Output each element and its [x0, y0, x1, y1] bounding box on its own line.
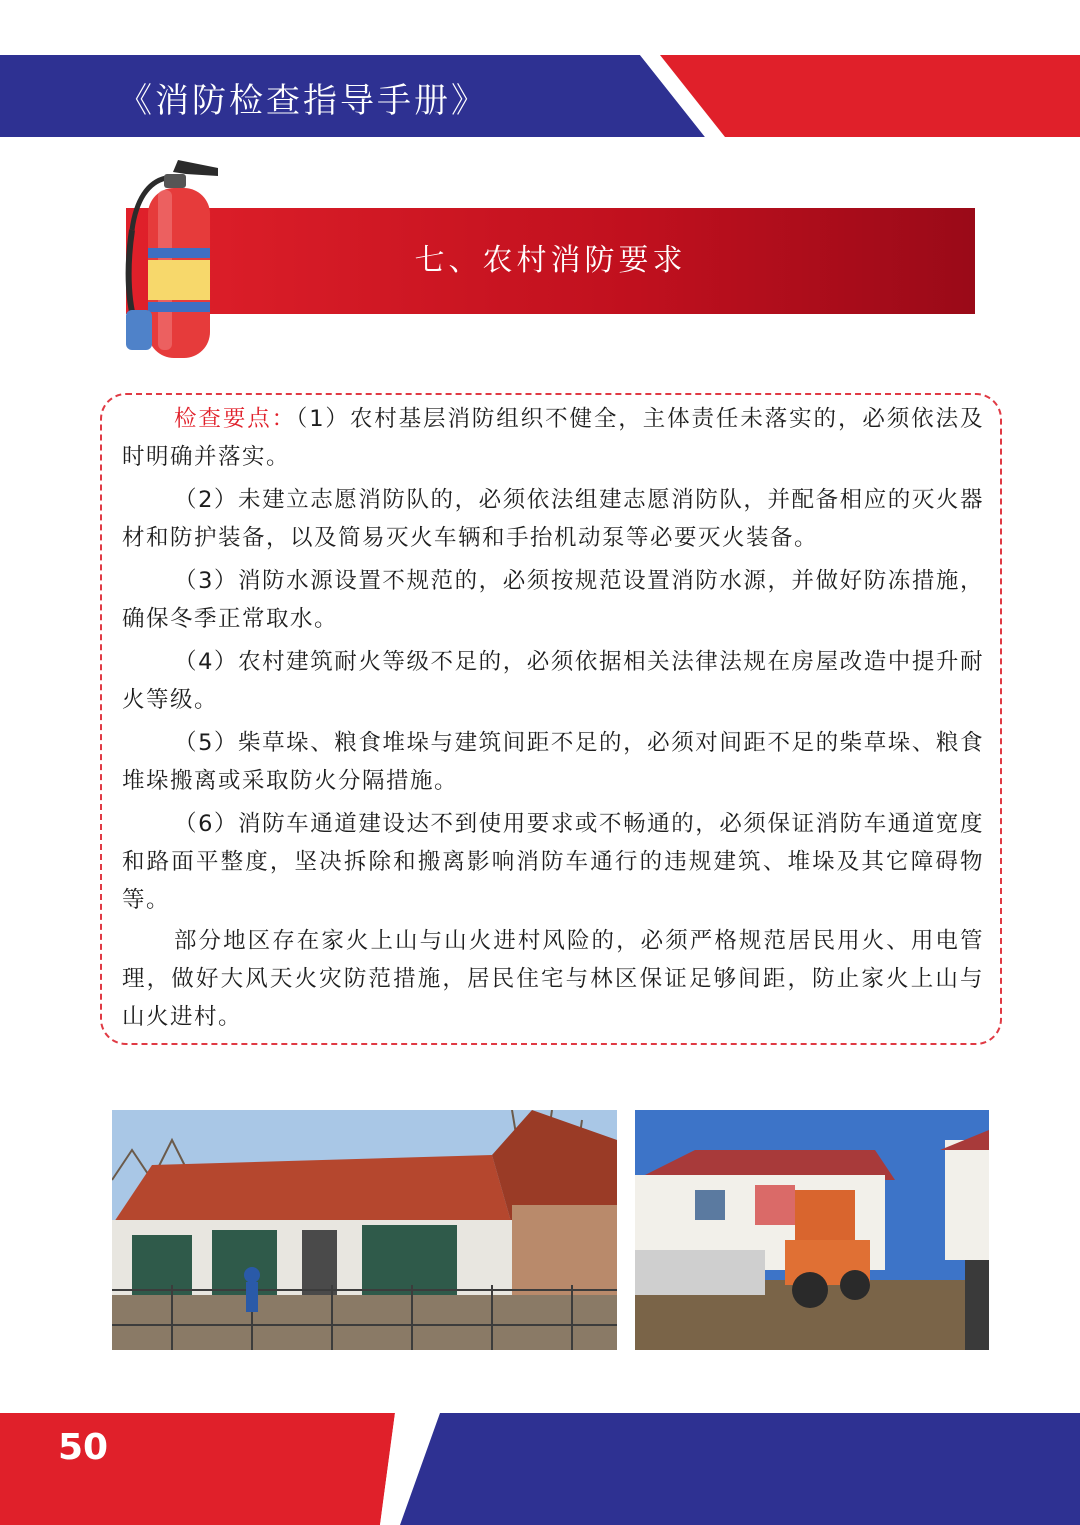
section-banner	[126, 208, 975, 314]
book-title: 《消防检查指导手册》	[118, 81, 488, 121]
inspection-points-box	[100, 393, 1002, 1045]
inspection-points-label: 检查要点：	[174, 406, 297, 432]
paragraph-1: 检查要点：（1）农村基层消防组织不健全，主体责任未落实的，必须依法及时明确并落实。	[122, 406, 984, 470]
header-band	[0, 55, 1080, 137]
footer-band	[0, 1413, 1080, 1525]
tractor-yard-photo	[635, 1110, 989, 1350]
paragraph-5: （5）柴草垛、粮食堆垛与建筑间距不足的，必须对间距不足的柴草垛、粮食堆垛搬离或采取防火分隔措施。	[122, 730, 984, 794]
paragraph-7: 部分地区存在家火上山与山火进村风险的，必须严格规范居民用火、用电管理，做好大风天火灾防范措施，居民住宅与林区保证足够间距，防止家火上山与山火进村。	[122, 928, 984, 1030]
footer-decoration	[0, 1413, 1080, 1525]
section-title: 七、农村消防要求	[414, 243, 687, 278]
paragraph-3: （3）消防水源设置不规范的，必须按规范设置消防水源，并做好防冻措施，确保冬季正常取水。	[122, 568, 984, 632]
page-number: 50	[58, 1427, 109, 1468]
paragraph-2: （2）未建立志愿消防队的，必须依法组建志愿消防队，并配备相应的灭火器材和防护装备，以及简易灭火车辆和手抬机动泵等必要灭火装备。	[122, 487, 984, 551]
rural-house-photo	[112, 1110, 617, 1350]
paragraph-4: （4）农村建筑耐火等级不足的，必须依据相关法律法规在房屋改造中提升耐火等级。	[122, 649, 984, 713]
paragraph-6: （6）消防车通道建设达不到使用要求或不畅通的，必须保证消防车通道宽度和路面平整度，坚决拆除和搬离影响消防车通行的违规建筑、堆垛及其它障碍物等。	[122, 811, 984, 913]
fire-extinguisher-icon	[118, 160, 228, 360]
